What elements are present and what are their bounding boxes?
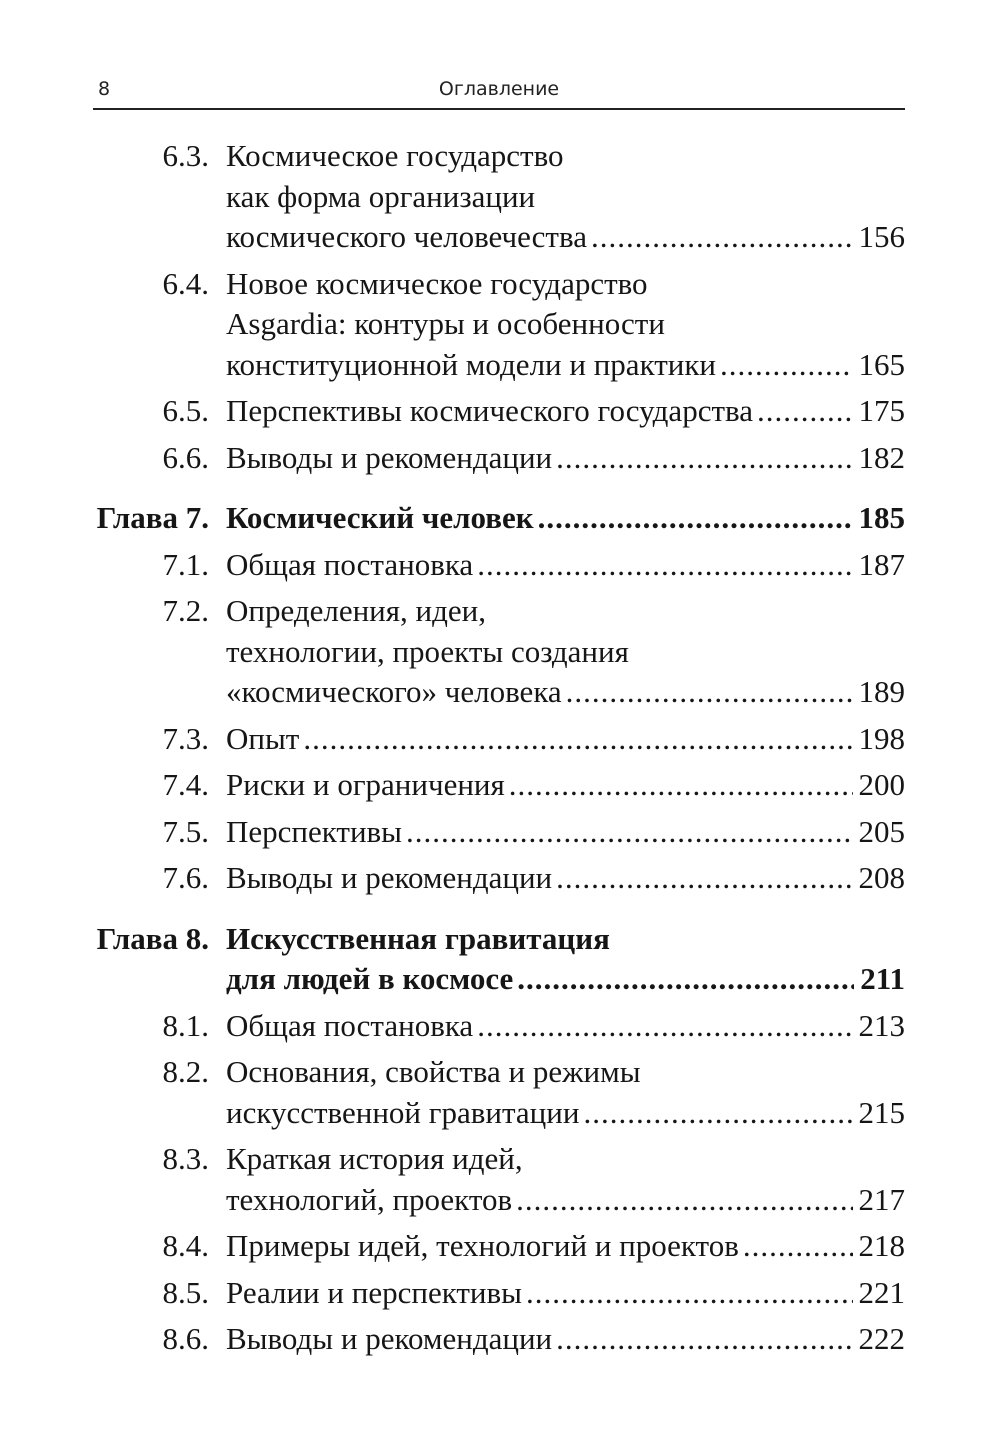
toc-section-entry: [93, 264, 905, 386]
toc-page-number: 182: [858, 439, 905, 475]
toc-page-number: 200: [858, 767, 905, 802]
dot-leader: [757, 391, 853, 432]
toc-entry-number: 8.1.: [162, 1007, 209, 1043]
toc-section-entry: [93, 812, 905, 853]
toc-entry-title-line: Определения, идеи,: [226, 593, 486, 628]
toc-entry-title-line: Космический человек: [226, 500, 534, 535]
toc-entry-number: 7.3.: [162, 720, 209, 756]
dot-leader: [477, 545, 852, 586]
toc-entry-title-line: Выводы и рекомендации: [226, 439, 553, 475]
toc-page-number: 205: [858, 813, 905, 849]
toc-section-entry: [93, 1226, 905, 1267]
toc-entry-title-line: технологии, проекты создания: [226, 633, 629, 669]
dot-leader: [516, 1180, 852, 1221]
toc-entry-title-line: Перспективы: [226, 813, 403, 849]
toc-page-number: 221: [858, 1274, 905, 1310]
toc-page-number: 222: [858, 1321, 905, 1356]
toc-entry-title-line: Риски и ограничения: [226, 767, 505, 802]
toc-entry-number: 6.3.: [162, 138, 209, 173]
dot-leader: [583, 1093, 852, 1134]
toc-page-number: 218: [858, 1228, 905, 1263]
toc-entry-title-line: Опыт: [226, 720, 300, 756]
toc-section-entry: [93, 136, 905, 258]
toc-entry-title-line: Космическое государство: [226, 138, 564, 173]
toc-section-entry: [93, 1273, 905, 1314]
toc-section-entry: [93, 591, 905, 713]
toc-entry-number: 8.2.: [162, 1054, 209, 1089]
toc-section-entry: [93, 1052, 905, 1133]
toc-chapter-entry: [93, 919, 905, 1000]
dot-leader: [556, 1319, 852, 1360]
toc-section-entry: [93, 438, 905, 479]
toc-entry-title-line: искусственной гравитации: [226, 1094, 580, 1130]
toc-page-number: 189: [858, 674, 905, 709]
toc-entry-number: 6.6.: [162, 439, 209, 475]
toc-entry-number: 7.4.: [162, 767, 209, 802]
dot-leader: [477, 1006, 852, 1047]
toc-section-entry: [93, 1139, 905, 1220]
toc-page-number: 175: [858, 393, 905, 428]
toc-entry-title-line: Искусственная гравитация: [226, 920, 610, 956]
dot-leader: [591, 217, 853, 258]
dot-leader: [556, 858, 852, 899]
toc-section-entry: [93, 1319, 905, 1360]
toc-chapter-entry: [93, 498, 905, 539]
toc-entry-title-line: Выводы и рекомендации: [226, 860, 553, 895]
dot-leader: [566, 672, 853, 713]
toc-entry-title-line: Общая постановка: [226, 546, 474, 582]
toc-entry-title-line: Реалии и перспективы: [226, 1274, 522, 1310]
running-header: [93, 72, 905, 110]
toc-page-number: 187: [858, 546, 905, 582]
page-number: 8: [98, 78, 111, 100]
toc-entry-title-line: Общая постановка: [226, 1007, 474, 1043]
toc-entry-title-line: космического человечества: [226, 219, 587, 254]
dot-leader: [517, 959, 854, 1000]
dot-leader: [303, 719, 852, 760]
toc-entry-number: 8.3.: [162, 1141, 209, 1176]
dot-leader: [556, 438, 852, 479]
toc-page-number: 213: [858, 1007, 905, 1043]
toc-page-number: 208: [858, 860, 905, 895]
toc-entry-number: 6.4.: [162, 265, 209, 301]
toc-entry-number: 8.5.: [162, 1274, 209, 1310]
dot-leader: [406, 812, 852, 853]
dot-leader: [720, 345, 852, 386]
toc-section-entry: [93, 545, 905, 586]
dot-leader: [526, 1273, 853, 1314]
dot-leader: [509, 765, 853, 806]
toc-entry-title-line: Выводы и рекомендации: [226, 1321, 553, 1356]
toc-entry-number: 7.5.: [162, 813, 209, 849]
toc-entry-number: 8.6.: [162, 1321, 209, 1356]
toc-section-entry: [93, 1006, 905, 1047]
toc-entry-number: 7.2.: [162, 593, 209, 628]
toc-page-number: 215: [858, 1094, 905, 1130]
toc-section-entry: [93, 858, 905, 899]
dot-leader: [538, 498, 853, 539]
toc-entry-title-line: технологий, проектов: [226, 1181, 513, 1217]
toc-section-entry: [93, 391, 905, 432]
toc-entry-title-line: «космического» человека: [226, 674, 562, 709]
toc-entry-number: 7.6.: [162, 860, 209, 895]
table-of-contents: [93, 136, 905, 1360]
toc-entry-number: 8.4.: [162, 1228, 209, 1263]
toc-entry-title-line: Краткая история идей,: [226, 1141, 523, 1176]
toc-page-number: 156: [858, 219, 905, 254]
running-title: Оглавление: [438, 78, 560, 100]
toc-entry-title-line: Примеры идей, технологий и проектов: [226, 1228, 739, 1263]
toc-entry-title-line: для людей в космосе: [226, 961, 514, 996]
toc-section-entry: [93, 719, 905, 760]
toc-entry-number: Глава 8.: [96, 920, 209, 956]
toc-section-entry: [93, 765, 905, 806]
toc-page-number: 165: [858, 346, 905, 382]
toc-entry-title-line: Новое космическое государство: [226, 265, 648, 301]
toc-entry-title-line: Перспективы космического государства: [226, 393, 753, 428]
toc-entry-title-line: Основания, свойства и режимы: [226, 1054, 641, 1089]
toc-page-number: 211: [860, 961, 905, 996]
toc-page-number: 198: [858, 720, 905, 756]
toc-entry-title-line: конституционной модели и практики: [226, 346, 717, 382]
toc-entry-number: Глава 7.: [96, 500, 209, 535]
toc-entry-title-line: Asgardia: контуры и особенности: [226, 306, 665, 341]
toc-entry-number: 7.1.: [162, 546, 209, 582]
toc-page-number: 185: [858, 500, 905, 535]
toc-entry-title-line: как форма организации: [226, 178, 536, 214]
toc-entry-number: 6.5.: [162, 393, 209, 428]
toc-page-number: 217: [858, 1181, 905, 1217]
dot-leader: [743, 1226, 853, 1267]
